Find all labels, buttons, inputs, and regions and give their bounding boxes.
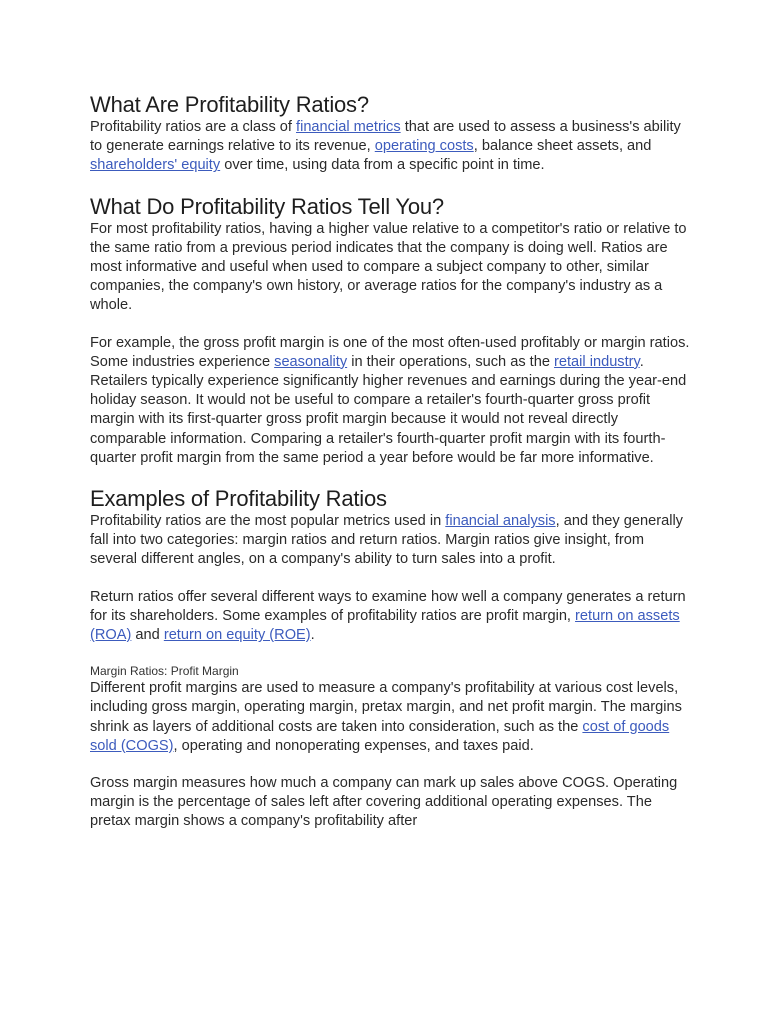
text-run: and <box>131 627 164 644</box>
spacer <box>90 645 690 663</box>
heading-examples-of-profitability-ratios: Examples of Profitability Ratios <box>90 486 387 512</box>
text-run: . Retailers typically experience significantly higher revenues and earnings during the year-end holiday season. It would not be useful to compare a retailer's fourth-quarter gross profit margin with its first-quarter gross profit margin because it would not reveal directly comparable information. Comparing a retailer's fourth-quarter profit margin with its fourth-quarter profit margin from the same period a year before would be far more informative. <box>90 353 687 466</box>
text-run: in their operations, such as the <box>347 353 555 370</box>
text-run: over time, using data from a specific point in time. <box>220 157 545 174</box>
text-run: For example, the gross profit margin is one of the most often-used profitably or margin ratios. Some industries experience <box>90 334 690 370</box>
heading-what-are-profitability-ratios: What Are Profitability Ratios? <box>90 92 369 117</box>
link-financial-metrics[interactable]: financial metrics <box>296 119 401 135</box>
text-run: , and they generally fall into two categories: margin ratios and return ratios. Margin ratios give insight, from several different angles, on a company's ability to turn sales into a profit. <box>90 513 683 568</box>
paragraph-gross-margin-measures: Gross margin measures how much a company can mark up sales above COGS. Operating margin is the percentage of sales left after covering additional operating expenses. The pretax margin shows a company's profitability after <box>90 775 678 830</box>
text-run: Profitability ratios are a class of <box>90 119 297 135</box>
paragraph-popular-metrics <box>90 512 690 570</box>
paragraph-return-ratios <box>90 588 690 646</box>
link-seasonality[interactable]: seasonality <box>274 353 348 370</box>
link-retail-industry[interactable]: retail industry <box>554 353 640 370</box>
paragraph-example-gross-margin <box>90 334 690 468</box>
link-shareholders-equity[interactable]: shareholders' equity <box>90 157 221 174</box>
text-run: that are used to assess a business's ability to generate earnings relative to its revenue, <box>90 119 681 155</box>
document-page <box>90 92 690 832</box>
paragraph-profit-margins <box>90 679 690 756</box>
text-run: Return ratios offer several different ways to examine how well a company generates a return for its shareholders. Some examples of profitability ratios are profit margin, <box>90 588 686 624</box>
link-return-on-equity[interactable]: return on equity (ROE) <box>163 627 311 644</box>
link-operating-costs[interactable]: operating costs <box>374 138 474 155</box>
text-run: , operating and nonoperating expenses, and taxes paid. <box>173 737 534 754</box>
subheading-margin-ratios: Margin Ratios: Profit Margin <box>90 664 239 679</box>
text-run: . <box>310 627 315 644</box>
spacer <box>90 176 690 194</box>
link-financial-analysis[interactable]: financial analysis <box>445 513 556 530</box>
text-run: Profitability ratios are the most popular metrics used in <box>90 513 446 530</box>
spacer <box>90 316 690 334</box>
spacer <box>90 756 690 774</box>
spacer <box>90 570 690 588</box>
heading-what-do-ratios-tell-you: What Do Profitability Ratios Tell You? <box>90 193 444 219</box>
text-run: , balance sheet assets, and <box>473 138 652 155</box>
paragraph-definition <box>90 118 690 176</box>
paragraph-higher-value: For most profitability ratios, having a higher value relative to a competitor's ratio or relative to the same ratio from a previous period indicates that the company is doing well. Ratios are most informative and useful when used to compare a subject company to other, similar companies, the company's own history, or average ratios for the company's industry as a whole. <box>90 220 687 314</box>
spacer <box>90 468 690 486</box>
link-return-on-assets[interactable]: return on assets (ROA) <box>90 607 680 644</box>
text-run: Different profit margins are used to measure a company's profitability at various cost levels, including gross margin, operating margin, pretax margin, and net profit margin. The margins shrink as layers of additional costs are taken into consideration, such as the <box>90 680 682 735</box>
link-cost-of-goods-sold[interactable]: cost of goods sold (COGS) <box>90 718 670 754</box>
